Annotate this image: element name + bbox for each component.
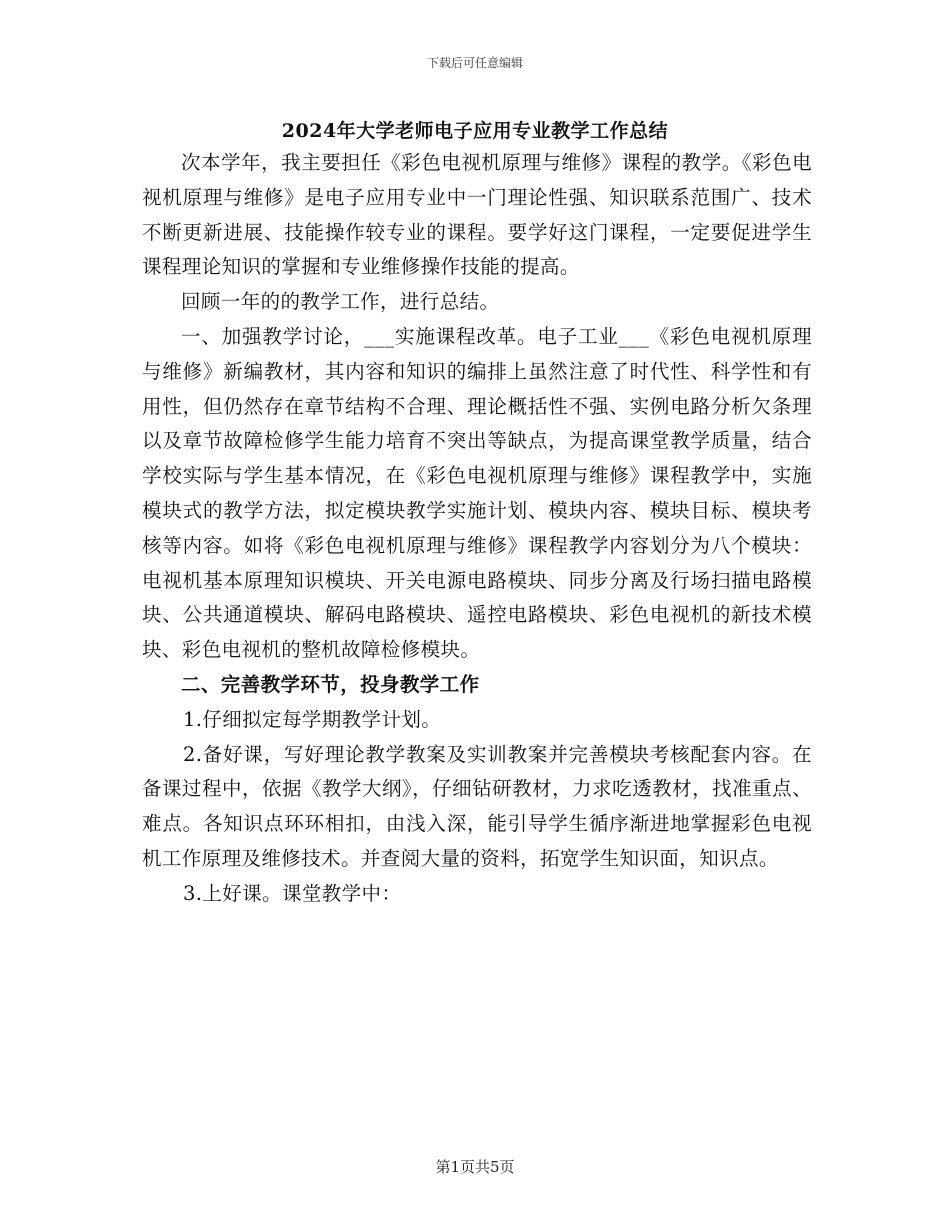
document-body xyxy=(142,146,812,912)
page-header: 下载后可任意编辑 xyxy=(426,56,523,70)
paragraph-intro: 次本学年，我主要担任《彩色电视机原理与维修》课程的教学。《彩色电视机原理与维修》是电子应用专业中一门理论性强、知识联系范围广、技术不断更新进展、技能操作较专业的课程。要学好这门课程，一定要促进学生课程理论知识的掌握和专业维修操作技能的提高。 xyxy=(142,151,812,279)
document-title: 2024年大学老师电子应用专业教学工作总结 xyxy=(281,120,669,142)
list-item-2: 2.备好课，写好理论教学教案及实训教案并完善模块考核配套内容。在备课过程中，依据《教学大纲》，仔细钻研教材，力求吃透教材，找准重点、难点。各知识点环环相扣，由浅入深，能引导学生循序渐进地掌握彩色电视机工作原理及维修技术。并查阅大量的资料，拓宽学生知识面，知识点。 xyxy=(142,742,812,870)
paragraph-section-one: 一、加强教学讨论，___实施课程改革。电子工业___《彩色电视机原理与维修》新编教材，其内容和知识的编排上虽然注意了时代性、科学性和有用性，但仍然存在章节结构不合理、理论概括性不强、实例电路分析欠条理以及章节故障检修学生能力培育不突出等缺点，为提高课堂教学质量，结合学校实际与学生基本情况，在《彩色电视机原理与维修》课程教学中，实施模块式的教学方法，拟定模块教学实施计划、模块内容、模块目标、模块考核等内容。如将《彩色电视机原理与维修》课程教学内容划分为八个模块：电视机基本原理知识模块、开关电源电路模块、同步分离及行场扫描电路模块、公共通道模块、解码电路模块、遥控电路模块、彩色电视机的新技术模块、彩色电视机的整机故障检修模块。 xyxy=(142,324,812,662)
list-item-3: 3.上好课。课堂教学中： xyxy=(182,881,402,905)
section-two-heading: 二、完善教学环节，投身教学工作 xyxy=(181,672,480,696)
paragraph-review: 回顾一年的的教学工作，进行总结。 xyxy=(181,290,500,314)
page-footer: 第1页共5页 xyxy=(435,1158,515,1176)
list-item-1: 1.仔细拟定每学期教学计划。 xyxy=(182,707,442,731)
